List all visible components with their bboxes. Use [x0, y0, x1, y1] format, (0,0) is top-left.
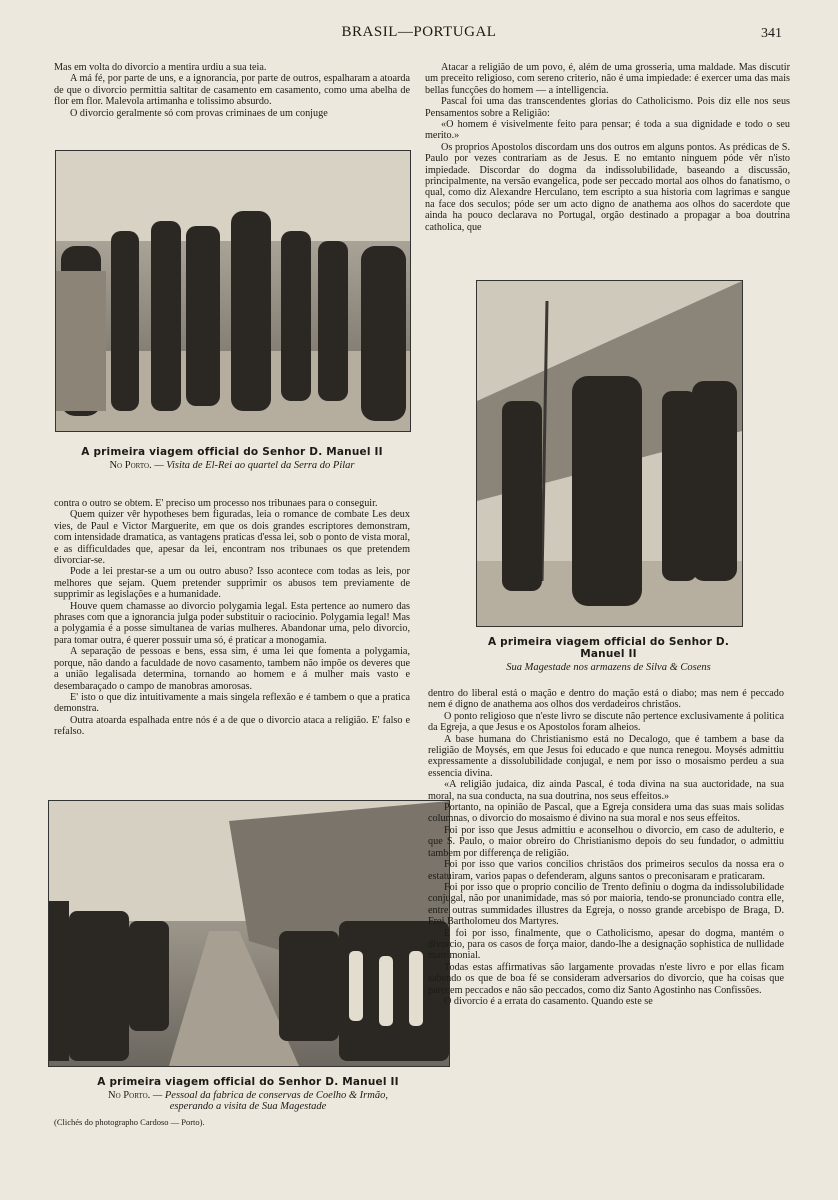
paragraph: E foi por isso, finalmente, que o Catholicismo, apesar do dogma, mantém o divorcio, para os casos de força maior, dando-lhe a designação sophistica de nullidade matrimonial. [428, 927, 784, 962]
right-column-top-text [425, 62, 790, 277]
paragraph: Todas estas affirmativas são largamente provadas n'este livro e por ellas ficam sabendo os que de boa fé se consideram adversarios do divorcio, que ha coisas que parecem peccados e não são peccados, como diz Santo Agostinho nas Confissões. [428, 961, 784, 996]
photo-king-silva-cosens [476, 280, 743, 627]
photo-illustration [49, 801, 449, 1066]
caption-heading: A primeira viagem official do Senhor D. Manuel II [487, 636, 730, 660]
photo2-caption [476, 636, 741, 673]
paragraph: Houve quem chamasse ao divorcio polygamia legal. Esta pertence ao numero das phrases com que a ignorancia julga poder substituir o raciocinio. Polygamia legal! Mas a polygamia é a posse simultanea de varias mulheres. Abandonar uma, pelo divorcio, para tomar outra, é querer possuir uma só, é praticar a monogamia. [54, 600, 410, 646]
paragraph: Foi por isso que Jesus admittiu e aconselhou o divorcio, em caso de adulterio, e que S. Paulo, o maior obreiro do Christianismo depois do seu fundador, o admittiu tambem por differença de religião. [428, 824, 784, 859]
paragraph: O ponto religioso que n'este livro se discute não pertence exclusivamente á politica da Egreja, a que Jesus e os Apostolos foram alheios. [428, 710, 784, 734]
photo-illustration [56, 151, 410, 431]
photo1-caption [55, 446, 409, 471]
paragraph: Foi por isso que o proprio concilio de Trento definiu o dogma da indissolubilidade conjugal, não por unanimidade, mas só por maioria, tendo-se pronunciado contra elle, entre outras summidades illustres da Egreja, o nosso grande arcebispo de Braga, D. Frei Bartholomeu dos Martyres. [428, 881, 784, 928]
photo-king-visit-serra-do-pilar [55, 150, 411, 432]
photo-illustration [477, 281, 742, 626]
paragraph: Foi por isso que varios concilios christãos dos primeiros seculos da nossa era o estatuiram, varios papas o defenderam, alguns santos o preconisaram e praticaram. [428, 859, 784, 882]
paragraph: A separação de pessoas e bens, essa sim, é uma lei que fomenta a polygamia, porque, não dando a faculdade de novo casamento, tambem não impõe os deveres que a união legalisada determina, tornando ao homem e á mulher mais vasto e desembaraçado o campo de manobras amorosas. [54, 646, 410, 692]
paragraph: dentro do liberal está o mação e dentro do mação está o diabo; mas nem é peccado nem é digno de anathema aos olhos dos verdadeiros christãos. [428, 688, 784, 711]
paragraph: E' isto o que diz intuitivamente a mais singela reflexão e é tambem o que a pratica demonstra. [54, 691, 410, 715]
paragraph: Portanto, na opinião de Pascal, que a Egreja considera uma das suas mais solidas columnas, o divorcio do mosaismo é divino na sua moral e nos seus effeitos. [428, 802, 784, 825]
right-column-bottom-text [428, 688, 784, 1130]
paragraph: A base humana do Christianismo está no Decalogo, que é tambem a base da religião de Moysés, em que Jesus foi educado e que nunca renegou. Moysés admittiu expressamente a dissolubilidade conjugal, e nem por isso o mosaismo perdeu a sua essencia divina. [428, 733, 784, 779]
paragraph: Pode a lei prestar-se a um ou outro abuso? Isso acontece com todas as leis, por melhores que sejam. Quem pretender supprimir os abusos tem previamente de supprimir as legislações e a humanidade. [54, 566, 410, 601]
caption-heading: A primeira viagem official do Senhor D. Manuel II [97, 1076, 399, 1088]
paragraph: O divorcio geralmente só com provas criminaes de um conjuge [70, 107, 328, 119]
paragraph: Pascal foi uma das transcendentes glorias do Catholicismo. Pois diz elle nos seus Pensamentos sobre a Religião: [425, 96, 790, 119]
caption-description-line1: — Pessoal da fabrica de conservas de Coelho & Irmão, [152, 1090, 388, 1101]
caption-subtitle [55, 460, 409, 471]
paragraph: contra o outro se obtem. E' preciso um processo nos tribunaes para o conseguir. [54, 498, 378, 509]
paragraph: A má fé, por parte de uns, e a ignorancia, por parte de outros, espalharam a atoarda de que o divorcio permittia saltitar de casamento em casamento, como uma abelha de flor em flor. Malevola artimanha e tolissimo absurdo. [54, 73, 410, 108]
paragraph: Atacar a religião de um povo, é, além de uma grosseria, uma maldade. Mas discutir um preceito religioso, com sereno criterio, não é uma impiedade: é exercer uma das mais bellas funcções do homem — a intelligencia. [425, 62, 790, 96]
paragraph: Os proprios Apostolos discordam uns dos outros em alguns pontos. As prédicas de S. Paulo por vezes contrariam as de Jesus. E no emtanto ninguem póde vêr n'isto impiedade. Discordar do dogma da indissolubilidade, baseando a discussão, principalmente, na versão evangelica, pode ser peccado mortal aos olhos do fanatismo, o qual, como diz Alexandre Herculano, tem escripto a sua historia com lagrimas e sangue na face dos seculos; póde ser um acto digno de anathema aos olhos do sacerdote que ainda ha pouco declarava no Portugal, orgão destinado a propagar a boa doutrina catholica, que [425, 141, 790, 233]
photo-credit: (Clichés do photographo Cardoso — Porto). [54, 1117, 205, 1127]
paragraph: O divorcio é a errata do casamento. Quando este se [444, 995, 653, 1007]
paragraph: «A religião judaica, diz ainda Pascal, é toda divina na sua auctoridade, na sua moral, na sua conducta, na sua doutrina, nos seus effeitos.» [428, 779, 784, 802]
photo3-caption [48, 1076, 448, 1112]
caption-subtitle [476, 662, 741, 673]
paragraph: Quem quizer vêr hypotheses bem figuradas, leia o romance de combate Les deux vies, de Paul e Victor Marguerite, em que os dois grandes escriptores demonstram, com intensidade dramatica, as vantagens praticas d'essa lei, sob o ponto de vista moral, e as difficuldades que, apesar da lei, encontram nos tribunaes os que pretendem divorciar-se. [54, 509, 410, 567]
left-column-middle-text [54, 498, 410, 778]
left-column-top-text [54, 62, 410, 132]
caption-heading: A primeira viagem official do Senhor D. Manuel II [81, 446, 383, 458]
caption-place: No Porto. [109, 460, 152, 471]
caption-description: Sua Magestade nos armazens de Silva & Cosens [506, 662, 711, 673]
running-title: BRASIL—PORTUGAL [341, 24, 497, 40]
paragraph: Mas em volta do divorcio a mentira urdiu a sua teia. [54, 62, 267, 73]
caption-description: — Visita de El-Rei ao quartel da Serra do Pilar [154, 460, 355, 471]
caption-description-line2: esperando a visita de Sua Magestade [169, 1101, 327, 1112]
page-number: 341 [761, 26, 782, 41]
paragraph: «O homem é visivelmente feito para pensar; é toda a sua dignidade e todo o seu merito.» [425, 119, 790, 142]
page-header [0, 24, 838, 46]
photo-factory-workers [48, 800, 450, 1067]
caption-place: No Porto. [108, 1090, 151, 1101]
paragraph: Outra atoarda espalhada entre nós é a de que o divorcio ataca a religião. E' falso e refalso. [54, 714, 410, 738]
caption-subtitle [48, 1090, 448, 1112]
